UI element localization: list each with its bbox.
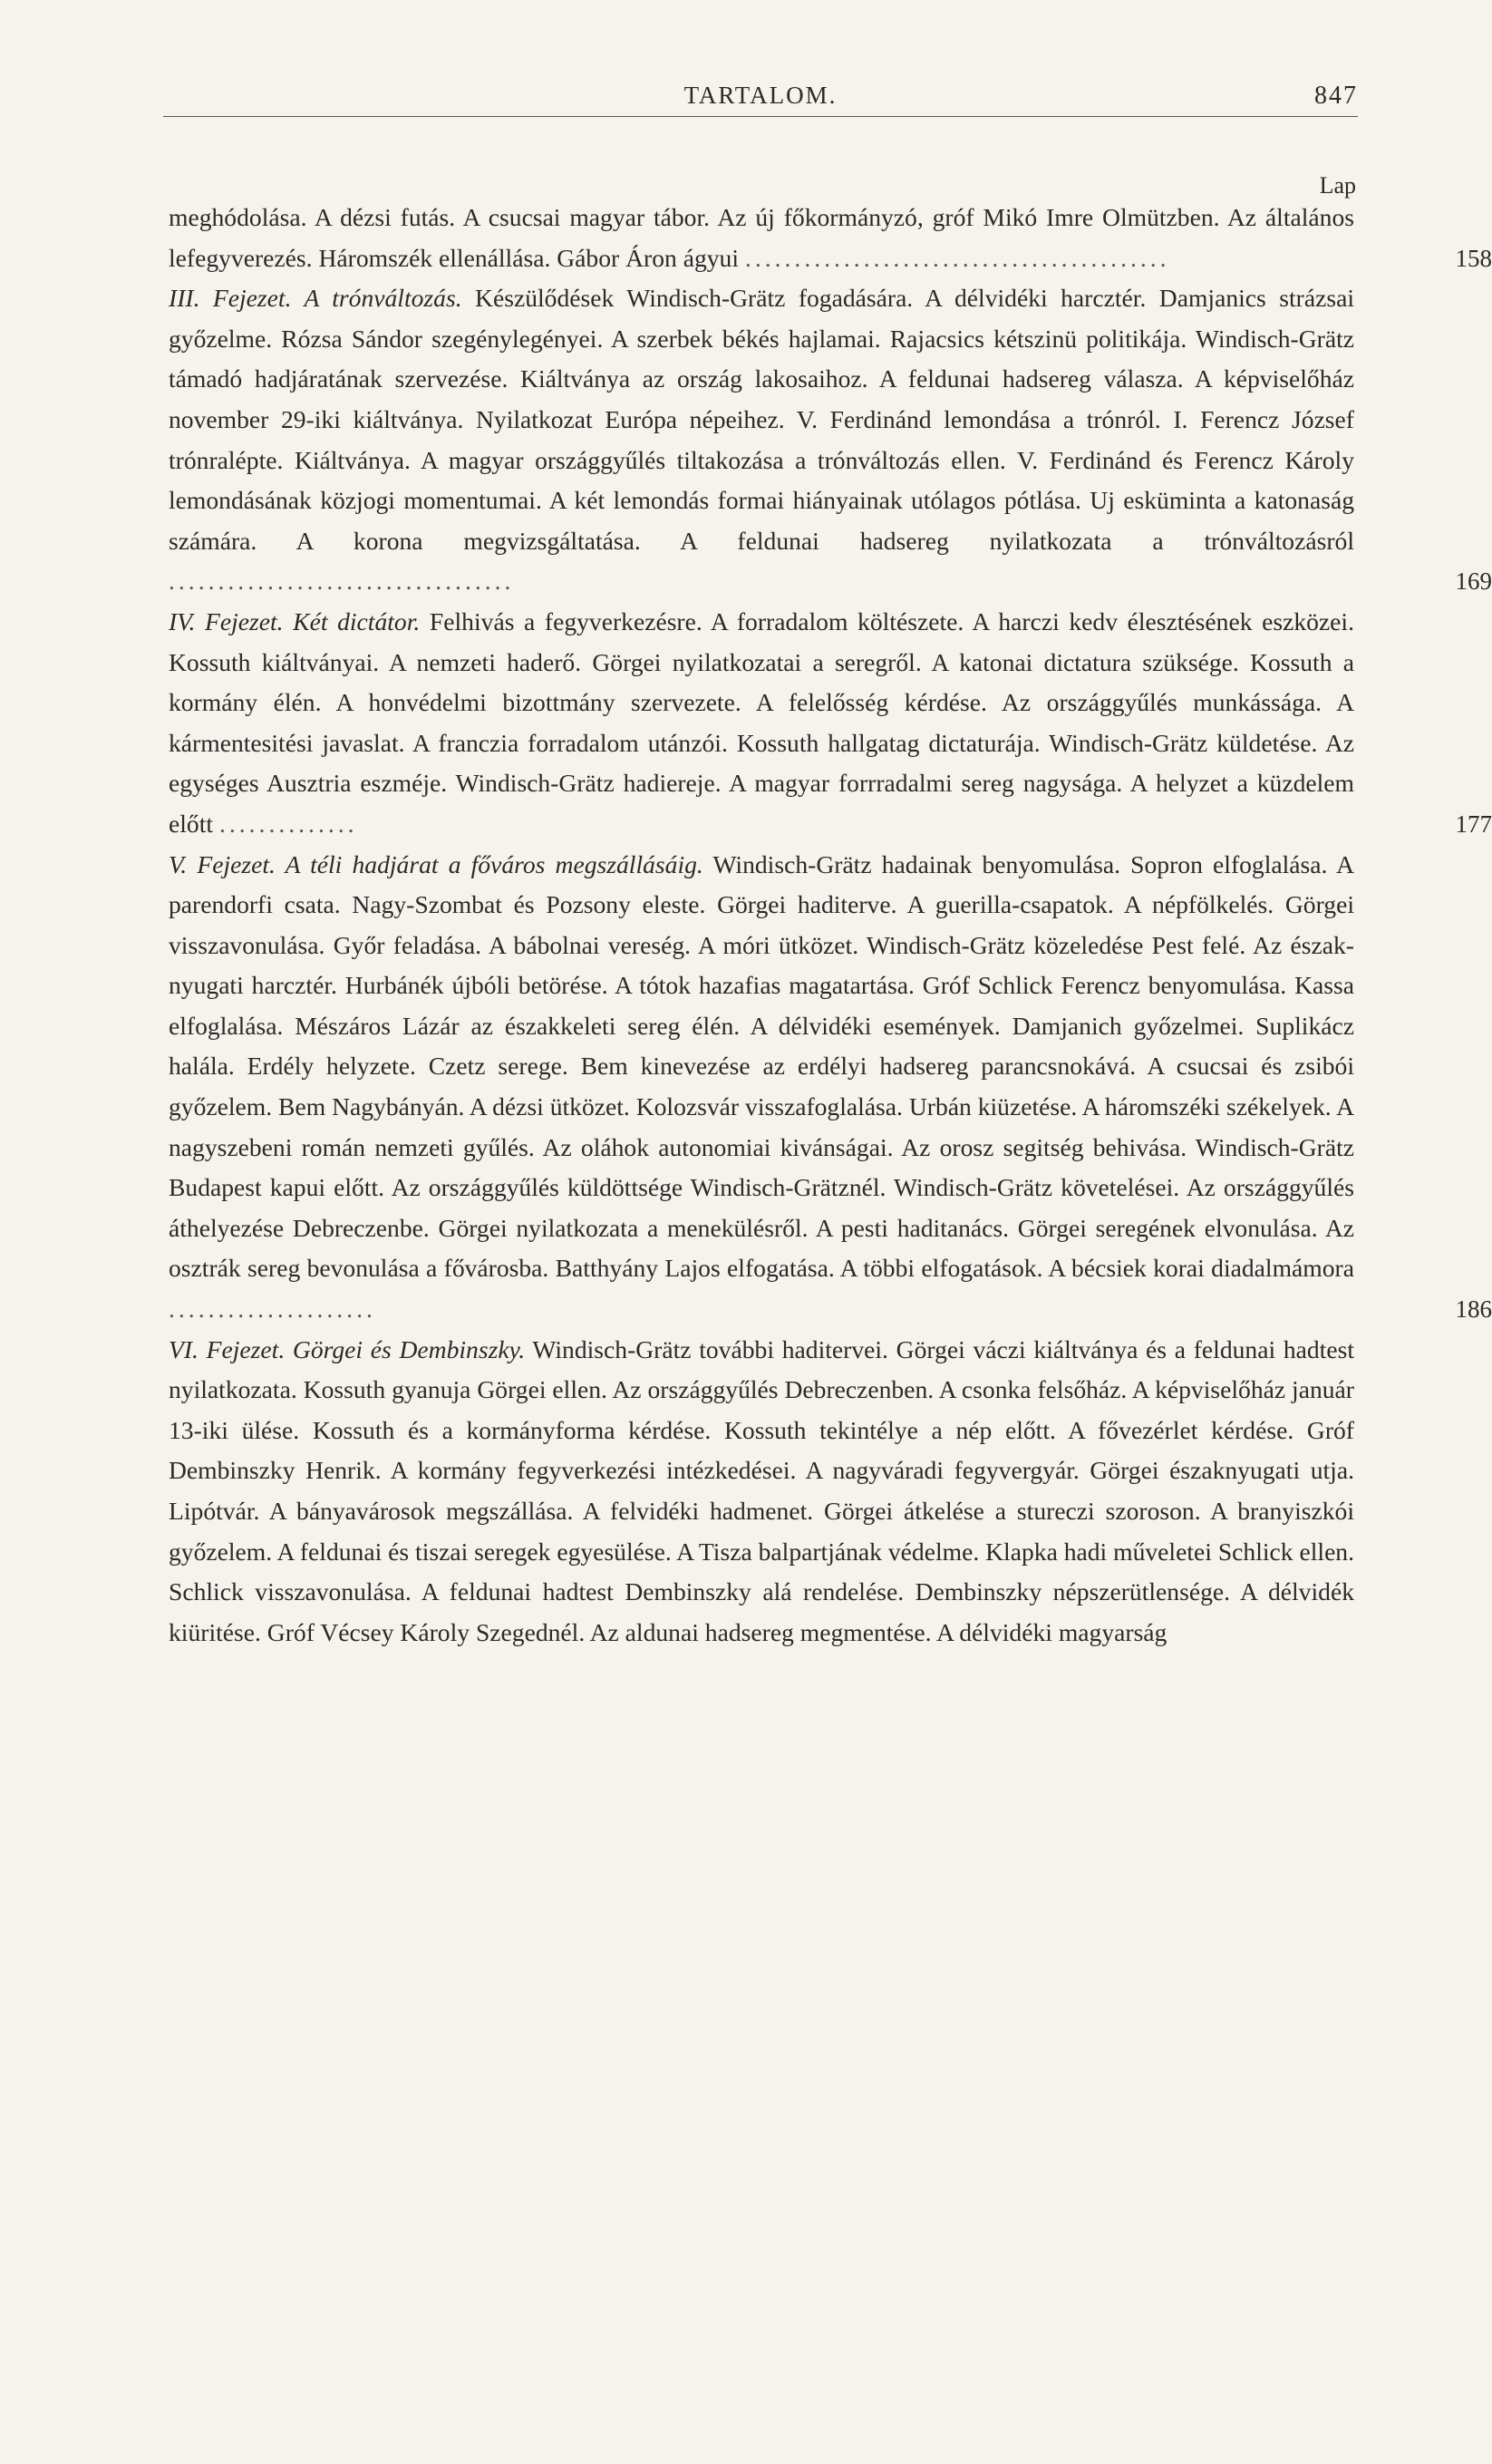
entry-text: meghódolása. A dézsi futás. A csucsai magyar tábor. Az új főkormányzó, gróf Mikó Imre Olmützben. Az általános lefegyverezés. Háromszék ellenállása. Gábor Áron ágyui xyxy=(169,203,1354,272)
chapter-heading: VI. Fejezet. Görgei és Dembinszky. xyxy=(169,1334,526,1363)
chapter-heading: V. Fejezet. A téli hadjárat a főváros megszállásáig. xyxy=(169,849,703,878)
toc-entry xyxy=(169,845,1492,1330)
page-column-label: Lap xyxy=(1319,172,1356,199)
entry-text: Windisch-Grätz további haditervei. Görgei váczi kiáltványa és a feldunai hadtest nyilatkozata. Kossuth gyanuja Görgei ellen. Az országgyűlés Debreczenben. A csonka felsőház. A képviselőház január 13-iki ülése. Kossuth és a kormányforma kérdése. Kossuth tekintélye a nép előtt. A fővezérlet kérdése. Gróf Dembinszky Henrik. A kormány fegyverkezési intézkedései. A nagyváradi fegyvergyár. Görgei északnyugati utja. Lipótvár. A bányavárosok megszállása. A felvidéki hadmenet. Görgei átkelése a stureczi szoroson. A branyiszkói győzelem. A feldunai és tiszai seregek egyesülése. A Tisza balpartjának védelme. Klapka hadi műveletei Schlick ellen. Schlick visszavonulása. A feldunai hadtest Dembinszky alá rendelése. Dembinszky népszerütlensége. A délvidék kiüritése. Gróf Vécsey Károly Szegednél. Az aldunai hadsereg megmentése. A délvidéki magyarság xyxy=(169,1334,1355,1646)
toc-entry xyxy=(169,278,1492,602)
entry-page: 177 xyxy=(1455,810,1492,838)
entry-page: 169 xyxy=(1455,567,1492,596)
leader-dots: ........................................... xyxy=(744,243,1170,272)
toc-entry xyxy=(169,1330,1354,1654)
entry-page: 158 xyxy=(1455,244,1492,272)
chapter-heading: III. Fejezet. A trónváltozás. xyxy=(169,284,462,313)
running-title: TARTALOM. xyxy=(683,82,838,109)
table-of-contents xyxy=(169,198,1492,1653)
toc-entry xyxy=(169,198,1492,278)
entry-text: Windisch-Grätz hadainak benyomulása. Sopron elfoglalása. A parendorfi csata. Nagy-Szombat és Pozsony eleste. Görgei haditerve. A guerilla-csapatok. A népfölkelés. Görgei visszavonulása. Győr feladása. A bábolnai vereség. A móri ütközet. Windisch-Grätz közeledése Pest felé. Az észak-nyugati harcztér. Hurbánék újbóli betörése. A tótok hazafias magatartása. Gróf Schlick Ferencz benyomulása. Kassa elfoglalása. Mészáros Lázár az északkeleti sereg élén. A délvidéki események. Damjanich győzelmei. Suplikácz halála. Erdély helyzete. Czetz serege. Bem kinevezése az erdélyi hadsereg parancsnokává. A csucsai és zsibói győzelem. Bem Nagybányán. A dézsi ütközet. Kolozsvár visszafoglalása. Urbán kiüzetése. A háromszéki székelyek. A nagyszebeni román nemzeti gyűlés. Az oláhok autonomiai kivánságai. Az orosz segitség behivása. Windisch-Grätz Budapest kapui előtt. Az országgyűlés küldöttsége Windisch-Grätznél. Windisch-Grätz követelései. Az országgyűlés áthelyezése Debreczenbe. Görgei nyilatkozata a menekülésről. A pesti haditanács. Görgei seregének elvonulása. Az osztrák sereg bevonulása a fővárosba. Batthyány Lajos elfogatása. A többi elfogatások. A bécsiek korai diadalmámora xyxy=(169,849,1355,1283)
chapter-heading: IV. Fejezet. Két dictátor. xyxy=(169,606,421,635)
leader-dots: ................................... xyxy=(169,567,515,596)
page-number: 847 xyxy=(1314,82,1358,110)
running-header xyxy=(163,80,1358,117)
leader-dots: .............. xyxy=(218,809,358,838)
entry-text: Felhivás a fegyverkezésre. A forradalom költészete. A harczi kedv élesztésének eszközei. Kossuth kiáltványai. A nemzeti haderő. Görgei nyilatkozatai a seregről. A katonai dictatura szüksége. Kossuth a kormány élén. A honvédelmi bizottmány szervezete. A felelősség kérdése. Az országgyűlés munkássága. A kármentesitési javaslat. A franczia forradalom utánzói. Kossuth hallgatag dictaturája. Windisch-Grätz küldetése. Az egységes Ausztria eszméje. Windisch-Grätz hadiereje. A magyar forrradalmi sereg nagysága. A helyzet a küzdelem előtt xyxy=(169,606,1354,838)
toc-entry xyxy=(169,602,1492,845)
entry-page: 186 xyxy=(1455,1295,1492,1324)
entry-text: Készülődések Windisch-Grätz fogadására. A délvidéki harcztér. Damjanics strázsai győzelme. Rózsa Sándor szegénylegényei. A szerbek békés hajlamai. Rajacsics kétszinü politikája. Windisch-Grätz támadó hadjáratának szervezése. Kiáltványa az ország lakosaihoz. A feldunai hadsereg válasza. A képviselőház november 29-iki kiáltványa. Nyilatkozat Európa népeihez. V. Ferdinánd lemondása a trónról. I. Ferencz József trónralépte. Kiáltványa. A magyar országgyűlés tiltakozása a trónváltozás ellen. V. Ferdinánd és Ferencz Károly lemondásának közjogi momentumai. A két lemondás formai hiányainak utólagos pótlása. Uj esküminta a katonaság számára. A korona megvizsgáltatása. A feldunai hadsereg nyilatkozata a trónváltozásról xyxy=(169,284,1354,555)
leader-dots: ..................... xyxy=(169,1295,376,1324)
